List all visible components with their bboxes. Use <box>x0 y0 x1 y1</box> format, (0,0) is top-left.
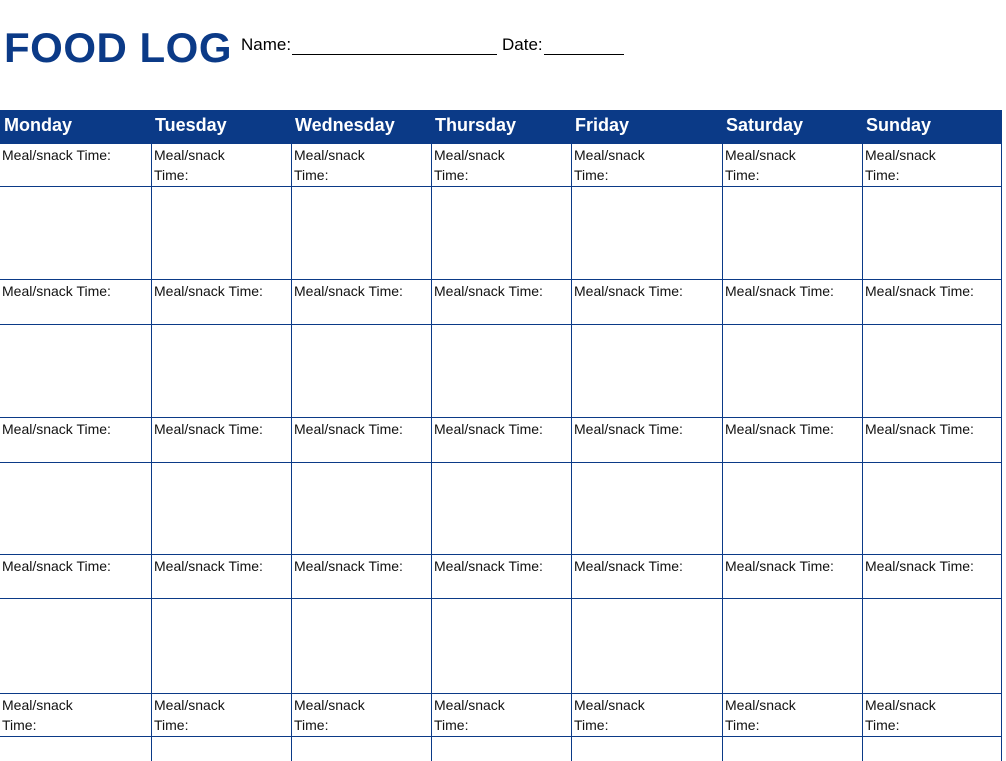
food-entry-cell-friday[interactable] <box>571 325 722 418</box>
meal-time-label <box>431 418 571 463</box>
food-entry-cell-friday[interactable] <box>571 599 722 694</box>
meal-time-label-line: Time: <box>725 167 760 183</box>
food-log-title: FOOD LOG <box>4 24 232 71</box>
meal-time-label <box>571 418 722 463</box>
meal-time-label-line: Time: <box>725 717 760 733</box>
meal-time-label <box>151 555 291 599</box>
meal-time-label-text: Meal/snack Time: <box>294 558 403 574</box>
meal-time-label-text: Meal/snack Time: <box>154 558 263 574</box>
day-header-tuesday: Tuesday <box>151 110 291 144</box>
food-log-table <box>0 110 1002 761</box>
meal-time-label <box>0 418 151 463</box>
meal-time-label-line: Time: <box>154 167 189 183</box>
meal-time-label-text: Meal/snack Time: <box>865 283 974 299</box>
meal-time-label <box>862 694 1002 737</box>
date-field <box>502 35 624 55</box>
food-entry-cell-saturday[interactable] <box>722 325 862 418</box>
food-entry-cell-sunday[interactable] <box>862 599 1002 694</box>
meal-time-label-line: Meal/snack <box>154 697 225 713</box>
meal-time-label-text: Meal/snack Time: <box>2 558 111 574</box>
meal-time-label <box>571 144 722 187</box>
food-entry-cell-monday[interactable] <box>0 463 151 555</box>
meal-time-label-text: Meal/snack Time: <box>434 283 543 299</box>
meal-time-label <box>862 418 1002 463</box>
meal-time-label <box>862 144 1002 187</box>
meal-time-label <box>722 694 862 737</box>
meal-time-label-text: Meal/snack Time: <box>294 421 403 437</box>
food-entry-cell-tuesday[interactable] <box>151 737 291 761</box>
food-entry-cell-thursday[interactable] <box>431 737 571 761</box>
day-header-wednesday: Wednesday <box>291 110 431 144</box>
meal-time-label-text: Meal/snack Time: <box>574 283 683 299</box>
meal-time-label-line: Meal/snack <box>574 147 645 163</box>
date-blank-line <box>544 39 624 55</box>
meal-time-label-text: Meal/snack Time: <box>574 421 683 437</box>
day-header-thursday: Thursday <box>431 110 571 144</box>
food-entry-cell-thursday[interactable] <box>431 463 571 555</box>
meal-time-label <box>291 280 431 325</box>
meal-time-label <box>431 144 571 187</box>
meal-time-label <box>431 694 571 737</box>
food-entry-cell-wednesday[interactable] <box>291 187 431 280</box>
meal-time-label <box>431 280 571 325</box>
meal-time-label <box>151 280 291 325</box>
meal-time-label <box>571 555 722 599</box>
meal-time-label-text: Meal/snack Time: <box>434 421 543 437</box>
meal-time-label <box>571 694 722 737</box>
food-entry-cell-wednesday[interactable] <box>291 463 431 555</box>
name-field <box>241 35 497 55</box>
food-entry-cell-monday[interactable] <box>0 325 151 418</box>
meal-time-label-text: Meal/snack Time: <box>865 421 974 437</box>
name-blank-line <box>292 39 497 55</box>
meal-time-label-text: Meal/snack Time: <box>865 558 974 574</box>
day-header-sunday: Sunday <box>862 110 1002 144</box>
food-entry-cell-thursday[interactable] <box>431 325 571 418</box>
food-entry-cell-friday[interactable] <box>571 737 722 761</box>
meal-time-label-line: Meal/snack <box>294 697 365 713</box>
meal-time-label-line: Meal/snack <box>865 147 936 163</box>
meal-time-label-line: Time: <box>574 167 609 183</box>
meal-time-label-text: Meal/snack Time: <box>294 283 403 299</box>
food-entry-cell-sunday[interactable] <box>862 187 1002 280</box>
food-entry-cell-saturday[interactable] <box>722 463 862 555</box>
meal-time-label <box>151 418 291 463</box>
meal-time-label <box>151 144 291 187</box>
meal-time-label-text: Meal/snack Time: <box>2 283 111 299</box>
food-entry-cell-thursday[interactable] <box>431 599 571 694</box>
meal-time-label-text: Meal/snack Time: <box>574 558 683 574</box>
meal-time-label <box>291 418 431 463</box>
food-entry-cell-saturday[interactable] <box>722 599 862 694</box>
meal-time-label <box>0 555 151 599</box>
meal-time-label-line: Time: <box>865 167 900 183</box>
meal-time-label-line: Time: <box>865 717 900 733</box>
meal-time-label-line: Meal/snack <box>574 697 645 713</box>
meal-time-label <box>862 280 1002 325</box>
meal-time-label <box>0 694 151 737</box>
meal-time-label-text: Meal/snack Time: <box>725 558 834 574</box>
meal-time-label-line: Time: <box>574 717 609 733</box>
meal-time-label <box>291 555 431 599</box>
meal-time-label-text: Meal/snack Time: <box>2 421 111 437</box>
day-header-saturday: Saturday <box>722 110 862 144</box>
meal-time-label <box>291 144 431 187</box>
meal-time-label-text: Meal/snack Time: <box>434 558 543 574</box>
meal-time-label-text: Meal/snack Time: <box>2 147 111 163</box>
day-header-monday: Monday <box>0 110 151 144</box>
date-label: Date: <box>502 35 543 54</box>
food-entry-cell-wednesday[interactable] <box>291 325 431 418</box>
meal-time-label <box>722 280 862 325</box>
food-entry-cell-saturday[interactable] <box>722 737 862 761</box>
name-label: Name: <box>241 35 292 54</box>
meal-time-label-text: Meal/snack Time: <box>154 283 263 299</box>
meal-time-label <box>431 555 571 599</box>
food-entry-cell-friday[interactable] <box>571 187 722 280</box>
food-entry-cell-monday[interactable] <box>0 737 151 761</box>
meal-time-label-line: Meal/snack <box>865 697 936 713</box>
meal-time-label <box>722 144 862 187</box>
meal-time-label-line: Meal/snack <box>725 147 796 163</box>
food-entry-cell-tuesday[interactable] <box>151 325 291 418</box>
food-entry-cell-tuesday[interactable] <box>151 463 291 555</box>
food-entry-cell-saturday[interactable] <box>722 187 862 280</box>
meal-time-label-line: Meal/snack <box>294 147 365 163</box>
food-entry-cell-thursday[interactable] <box>431 187 571 280</box>
meal-time-label-line: Time: <box>294 167 329 183</box>
meal-time-label-line: Meal/snack <box>154 147 225 163</box>
meal-time-label <box>722 418 862 463</box>
meal-time-label-text: Meal/snack Time: <box>725 283 834 299</box>
meal-time-label-line: Meal/snack <box>2 697 73 713</box>
meal-time-label <box>722 555 862 599</box>
food-entry-cell-wednesday[interactable] <box>291 599 431 694</box>
food-entry-cell-wednesday[interactable] <box>291 737 431 761</box>
meal-time-label-text: Meal/snack Time: <box>154 421 263 437</box>
food-entry-cell-sunday[interactable] <box>862 463 1002 555</box>
meal-time-label <box>291 694 431 737</box>
food-entry-cell-sunday[interactable] <box>862 737 1002 761</box>
meal-time-label-line: Time: <box>434 167 469 183</box>
meal-time-label-line: Time: <box>294 717 329 733</box>
meal-time-label <box>0 144 151 187</box>
food-entry-cell-tuesday[interactable] <box>151 187 291 280</box>
meal-time-label-line: Time: <box>2 717 37 733</box>
meal-time-label-line: Time: <box>154 717 189 733</box>
meal-time-label <box>0 280 151 325</box>
meal-time-label <box>151 694 291 737</box>
meal-time-label-line: Meal/snack <box>434 147 505 163</box>
meal-time-label-text: Meal/snack Time: <box>725 421 834 437</box>
meal-time-label <box>571 280 722 325</box>
meal-time-label <box>862 555 1002 599</box>
food-entry-cell-monday[interactable] <box>0 599 151 694</box>
day-header-friday: Friday <box>571 110 722 144</box>
food-entry-cell-friday[interactable] <box>571 463 722 555</box>
meal-time-label-line: Meal/snack <box>434 697 505 713</box>
meal-time-label-line: Meal/snack <box>725 697 796 713</box>
food-entry-cell-monday[interactable] <box>0 187 151 280</box>
meal-time-label-line: Time: <box>434 717 469 733</box>
food-entry-cell-tuesday[interactable] <box>151 599 291 694</box>
food-entry-cell-sunday[interactable] <box>862 325 1002 418</box>
